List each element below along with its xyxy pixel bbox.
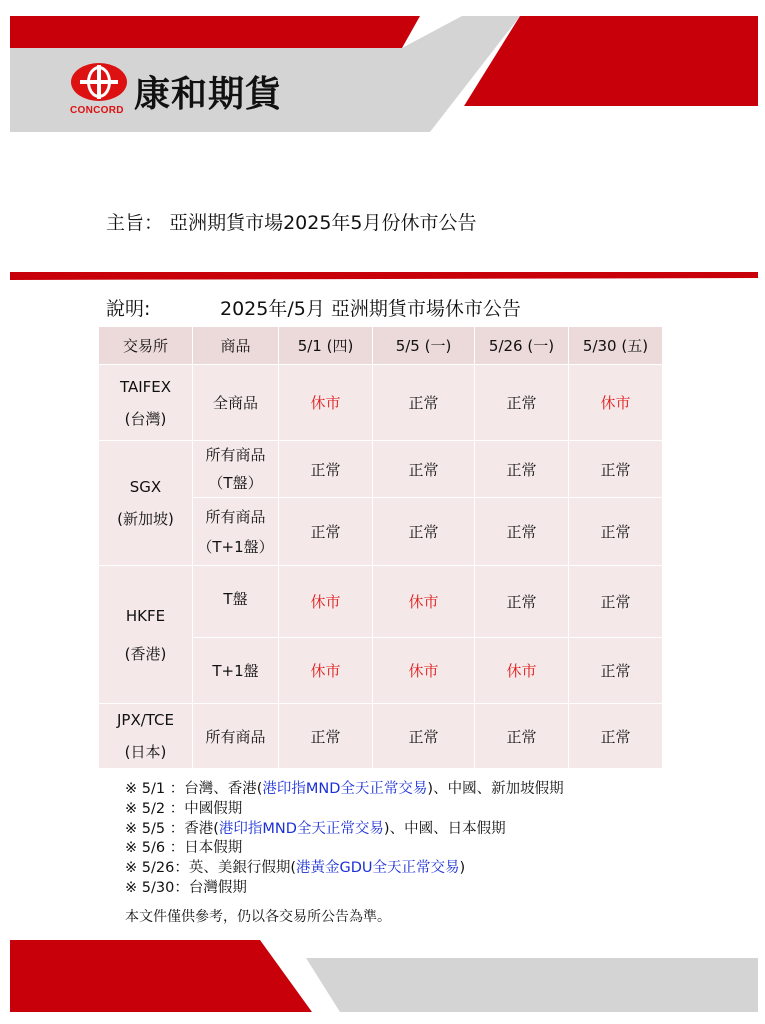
description-title: 2025年/5月 亞洲期貨市場休市公告: [220, 298, 521, 320]
note-line: [125, 839, 564, 859]
note-line: [125, 800, 564, 820]
logo-english-text: CONCORD: [70, 105, 124, 116]
exchange-name: JPX/TCE: [116, 711, 175, 729]
subject-text: 亞洲期貨市場2025年5月份休市公告: [169, 212, 477, 234]
status-cell: 正常: [373, 441, 475, 498]
status-cell: 正常: [373, 498, 475, 566]
product-cell: [193, 704, 279, 769]
logo-chinese-text: 康和期貨: [134, 74, 283, 115]
table-row: [99, 441, 663, 498]
note-text: )、中國、新加坡假期: [427, 781, 564, 797]
status-cell: 正常: [475, 441, 569, 498]
product-cell: [193, 498, 279, 566]
status-cell: 休市: [373, 566, 475, 638]
note-text: ※ 5/2 ：中國假期: [125, 800, 243, 817]
status-cell: 正常: [475, 498, 569, 566]
note-text: ※ 5/6 ：日本假期: [125, 840, 243, 857]
holiday-notes: [125, 780, 564, 899]
note-text: ※ 5/30：台灣假期: [125, 879, 247, 896]
status-cell: 正常: [475, 704, 569, 769]
note-text: ): [459, 860, 466, 877]
product-session: （T+1盤）: [197, 537, 274, 556]
concord-logo-icon: [70, 61, 128, 107]
status-cell: 正常: [569, 441, 663, 498]
subject-line: [106, 208, 477, 235]
exchange-cell-taifex: [99, 365, 193, 441]
note-text: ※ 5/26：英、美銀行假期(: [125, 860, 296, 877]
note-line: [125, 820, 564, 840]
status-cell: 休市: [475, 638, 569, 704]
status-cell: 正常: [569, 498, 663, 566]
header-date-0530: 5/30 (五): [569, 327, 663, 365]
product-session: （T盤）: [208, 474, 263, 492]
table-header-row: [99, 327, 663, 365]
exchange-region: (香港): [124, 644, 167, 663]
status-cell: 休市: [279, 638, 373, 704]
exchange-cell-hkfe: [99, 566, 193, 704]
disclaimer-text: 本文件僅供參考，仍以各交易所公告為準。: [125, 909, 391, 925]
divider-red-line: [0, 270, 765, 282]
header-exchange: 交易所: [99, 327, 193, 365]
note-text: )、中國、日本假期: [383, 820, 506, 837]
status-cell: 正常: [279, 441, 373, 498]
subject-label: 主旨：: [106, 212, 164, 234]
product-name: T+1盤: [212, 662, 259, 680]
status-cell: 正常: [373, 365, 475, 441]
status-cell: 休市: [279, 365, 373, 441]
holiday-schedule-table: [98, 326, 663, 769]
product-cell: [193, 566, 279, 638]
exchange-region: (新加坡): [117, 510, 174, 528]
product-name: T盤: [223, 590, 248, 608]
header-date-0505: 5/5 (一): [373, 327, 475, 365]
footer-red-block-left: [10, 940, 312, 1012]
header-date-0526: 5/26 (一): [475, 327, 569, 365]
note-highlight: 港印指MND全天正常交易: [218, 820, 384, 837]
note-line: [125, 859, 564, 879]
product-cell: [193, 441, 279, 498]
product-name: 所有商品: [205, 507, 266, 526]
exchange-name: SGX: [129, 478, 162, 496]
status-cell: 正常: [569, 566, 663, 638]
header-date-0501: 5/1 (四): [279, 327, 373, 365]
status-cell: 休市: [373, 638, 475, 704]
table-row: [99, 365, 663, 441]
status-cell: 正常: [279, 704, 373, 769]
table-row: [99, 566, 663, 638]
table-row: [99, 704, 663, 769]
product-name: 所有商品: [205, 727, 266, 746]
header-product: 商品: [193, 327, 279, 365]
footer-gray-band: [306, 958, 758, 1012]
footer-banner: [0, 938, 765, 1024]
status-cell: 正常: [569, 704, 663, 769]
status-cell: 正常: [279, 498, 373, 566]
note-text: ※ 5/5 ：香港(: [125, 820, 219, 837]
description-label: 說明:: [106, 298, 151, 320]
note-highlight: 港印指MND全天正常交易: [262, 781, 428, 797]
product-name: 全商品: [212, 394, 258, 412]
note-highlight: 港黃金GDU全天正常交易: [295, 860, 460, 877]
status-cell: 正常: [569, 638, 663, 704]
note-text: ※ 5/1 ：台灣、香港(: [125, 781, 263, 797]
header-red-bar-left: [10, 16, 420, 48]
exchange-cell-sgx: [99, 441, 193, 566]
exchange-region: (台灣): [124, 409, 167, 428]
status-cell: 正常: [373, 704, 475, 769]
exchange-region: (日本): [124, 743, 167, 761]
product-cell: [193, 365, 279, 441]
note-line: [125, 879, 564, 899]
note-line: [125, 780, 564, 800]
product-name: 所有商品: [205, 446, 266, 464]
exchange-name: HKFE: [125, 606, 166, 625]
status-cell: 正常: [475, 566, 569, 638]
product-cell: [193, 638, 279, 704]
status-cell: 正常: [475, 365, 569, 441]
exchange-name: TAIFEX: [119, 377, 172, 396]
status-cell: 休市: [279, 566, 373, 638]
status-cell: 休市: [569, 365, 663, 441]
exchange-cell-jpx: [99, 704, 193, 769]
